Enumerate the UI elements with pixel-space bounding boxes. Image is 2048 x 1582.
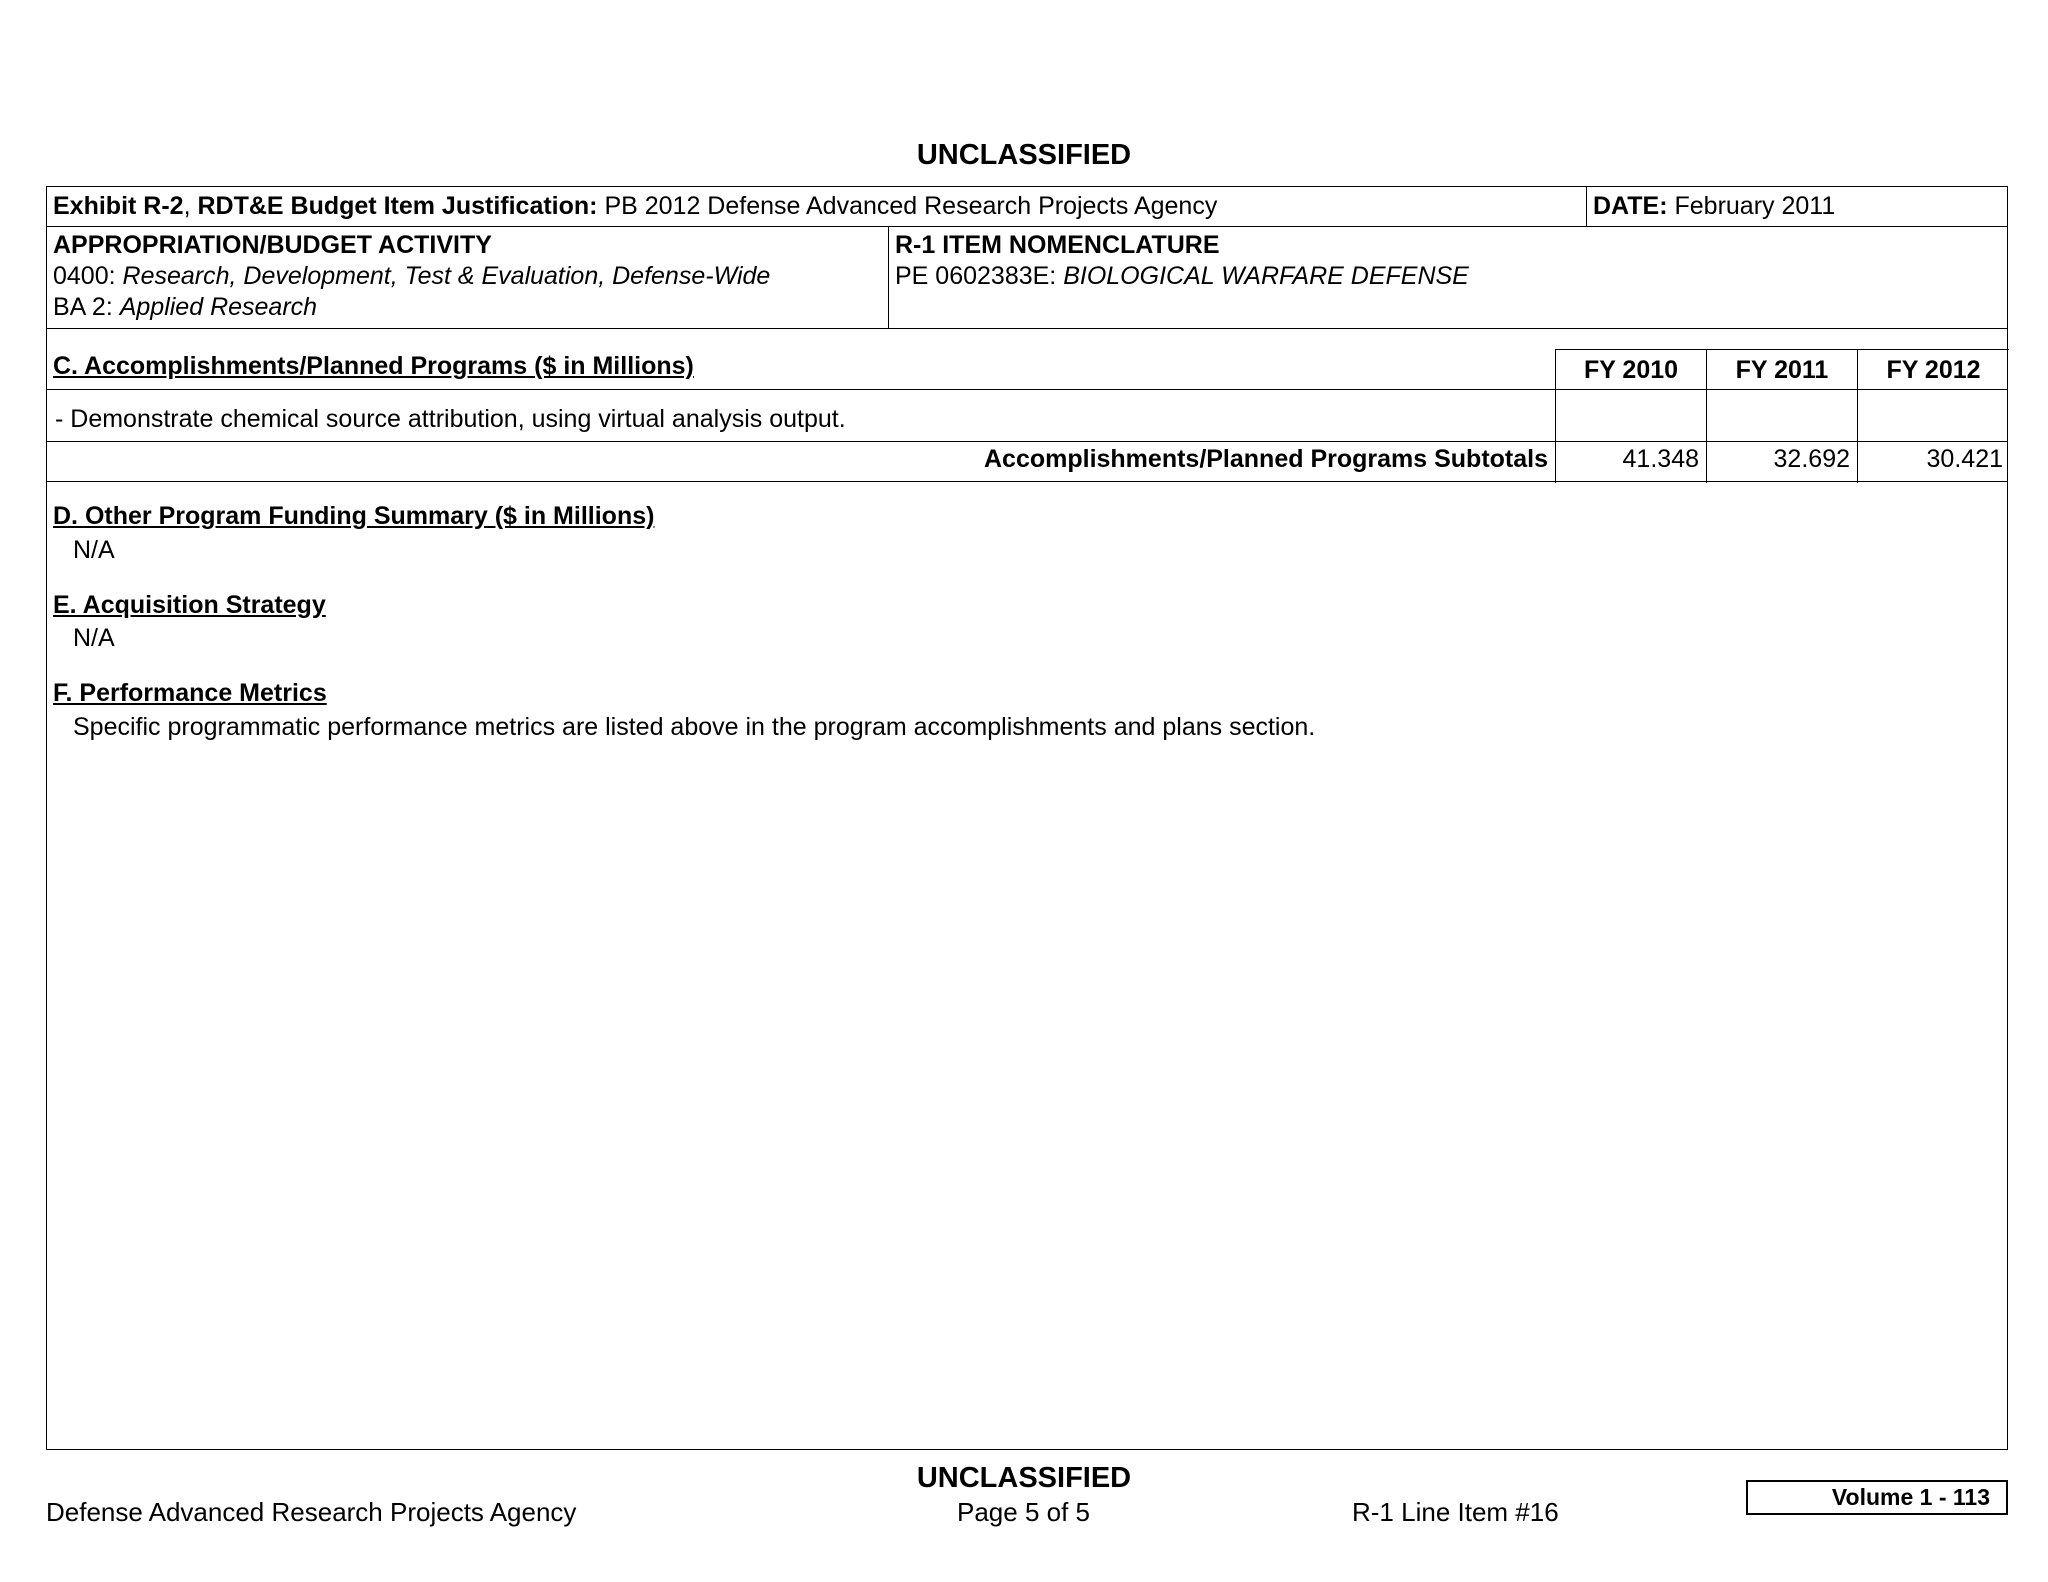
exhibit-title bbox=[53, 191, 1217, 222]
divider bbox=[47, 328, 2007, 329]
exhibit-frame bbox=[46, 186, 2008, 1450]
section-f-body: Specific programmatic performance metrics are listed above in the program accomplishments and plans section. bbox=[73, 713, 1316, 741]
nomenclature-label: R-1 ITEM NOMENCLATURE bbox=[895, 231, 1220, 259]
subtotal-fy2011: 32.692 bbox=[1773, 445, 1850, 473]
section-d-title: D. Other Program Funding Summary ($ in Millions) bbox=[53, 502, 655, 530]
column-fy2010: FY 2010 bbox=[1555, 349, 1707, 389]
nomenclature-value: PE 0602383E: BIOLOGICAL WARFARE DEFENSE bbox=[895, 262, 1469, 290]
exhibit-label: Exhibit R-2 bbox=[53, 192, 184, 220]
justification-label: RDT&E Budget Item Justification: bbox=[197, 192, 598, 220]
column-fy2011: FY 2011 bbox=[1706, 349, 1858, 389]
appropriation-block bbox=[53, 230, 770, 323]
appropriation-label: APPROPRIATION/BUDGET ACTIVITY bbox=[53, 231, 492, 259]
justification-value: PB 2012 Defense Advanced Research Projects Agency bbox=[604, 192, 1218, 220]
nomenclature-divider bbox=[888, 226, 889, 328]
section-e-body: N/A bbox=[73, 624, 115, 652]
nomenclature-block bbox=[895, 230, 1469, 292]
footer-line-item: R-1 Line Item #16 bbox=[1352, 1497, 1559, 1527]
date-value: February 2011 bbox=[1674, 192, 1836, 220]
classification-bottom: UNCLASSIFIED bbox=[916, 1462, 1132, 1494]
divider bbox=[47, 441, 2007, 442]
column-fy2012: FY 2012 bbox=[1857, 349, 2009, 389]
divider bbox=[47, 226, 2007, 227]
appropriation-line1: 0400: Research, Development, Test & Evaluation, Defense-Wide bbox=[53, 262, 771, 290]
divider bbox=[47, 389, 2007, 390]
appropriation-line2: BA 2: Applied Research bbox=[53, 293, 318, 321]
exhibit-sep: , bbox=[183, 192, 198, 220]
classification-top: UNCLASSIFIED bbox=[916, 139, 1132, 171]
subtotal-label: Accomplishments/Planned Programs Subtotals bbox=[983, 445, 1548, 473]
section-f-title: F. Performance Metrics bbox=[53, 679, 327, 707]
section-c-title: C. Accomplishments/Planned Programs ($ in Millions) bbox=[53, 352, 694, 380]
date-divider bbox=[1586, 187, 1587, 226]
date-field bbox=[1593, 191, 1835, 222]
footer-agency: Defense Advanced Research Projects Agency bbox=[46, 1497, 577, 1527]
footer-page: Page 5 of 5 bbox=[957, 1497, 1090, 1527]
subtotal-fy2010: 41.348 bbox=[1622, 445, 1699, 473]
volume-box: Volume 1 - 113 bbox=[1746, 1480, 2008, 1515]
accomplishment-item: - Demonstrate chemical source attribution, using virtual analysis output. bbox=[55, 405, 846, 433]
divider bbox=[47, 481, 2007, 482]
section-d-body: N/A bbox=[73, 536, 115, 564]
date-label: DATE: bbox=[1593, 192, 1668, 220]
subtotal-fy2012: 30.421 bbox=[1926, 445, 2003, 473]
section-e-title: E. Acquisition Strategy bbox=[53, 591, 326, 619]
